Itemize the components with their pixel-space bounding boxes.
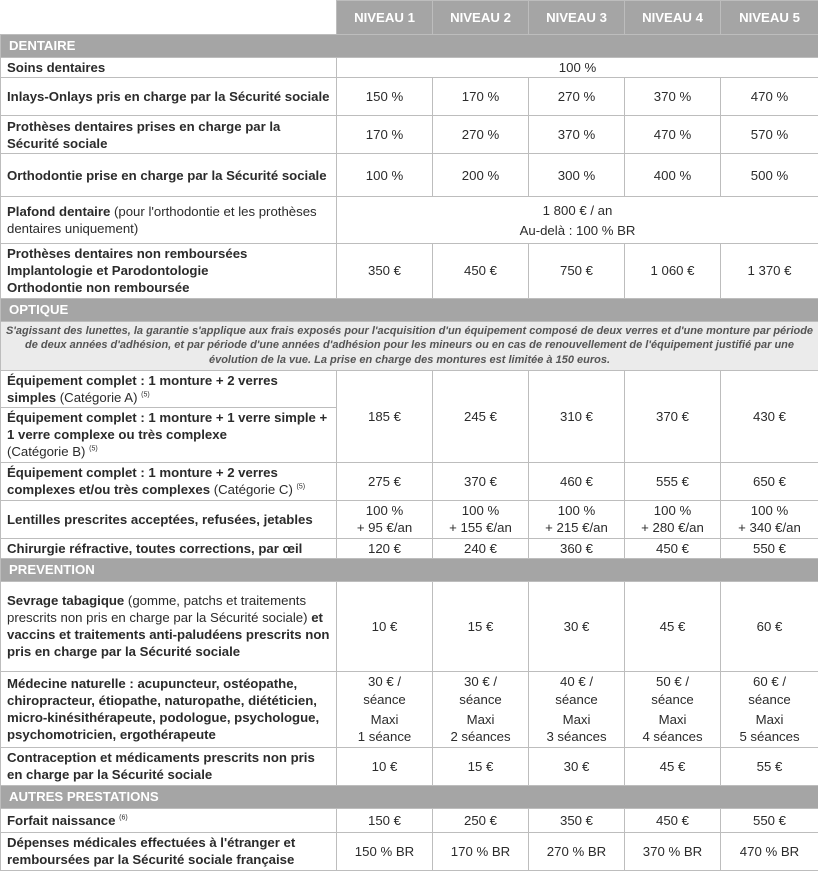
cell-value: 370 % <box>529 116 625 154</box>
label-main: Sevrage tabagique <box>7 592 125 608</box>
section-title: AUTRES PRESTATIONS <box>1 785 818 808</box>
cell-value: 60 € <box>721 581 818 671</box>
label-category: (Catégorie C) <box>210 482 293 498</box>
section-title: PREVENTION <box>1 558 818 581</box>
cell-extra: + 155 €/an <box>449 520 512 536</box>
section-dentaire <box>1 35 818 58</box>
row-orthodontie <box>1 154 818 197</box>
label-line: Orthodontie non remboursée <box>7 280 190 296</box>
cell-value <box>529 671 625 747</box>
label-note: (gomme, patchs et traitements prescrits non pris en charge par la Sécurité sociale) <box>7 592 308 626</box>
rate: 30 € / <box>464 674 497 690</box>
cell-value: 370 € <box>433 462 529 500</box>
cell-value: 10 € <box>337 581 433 671</box>
label-category: (Catégorie A) <box>56 389 138 405</box>
rate: 50 € / <box>656 674 689 690</box>
cell-value: 360 € <box>529 538 625 558</box>
header-blank-cell <box>1 1 337 35</box>
cell-value: 350 € <box>337 244 433 298</box>
label-main: et vaccins et traitements anti-paludéens prescrits non pris en charge par la Sécurité sociale <box>7 610 330 660</box>
row-label: Orthodontie prise en charge par la Sécurité sociale <box>1 154 337 197</box>
row-label <box>1 370 337 407</box>
cell-value: 550 € <box>721 808 818 832</box>
cell-pct: 100 % <box>653 502 692 518</box>
header-row <box>1 1 818 35</box>
row-label: Dépenses médicales effectuées à l'étranger et remboursées par la Sécurité sociale française <box>1 832 337 870</box>
cell-value: 170 % BR <box>433 832 529 870</box>
cell-value: 270 % BR <box>529 832 625 870</box>
cell-extra: + 340 €/an <box>738 520 801 536</box>
cell-value: 555 € <box>625 462 721 500</box>
row-plafond-dentaire <box>1 197 818 244</box>
cell-value: 460 € <box>529 462 625 500</box>
cell-value: 450 € <box>625 538 721 558</box>
row-label: Inlays-Onlays pris en charge par la Sécurité sociale <box>1 78 337 116</box>
cell-value: 370 % BR <box>625 832 721 870</box>
section-optique <box>1 298 818 321</box>
row-label: Chirurgie réfractive, toutes corrections, par œil <box>1 538 337 558</box>
level-3-header: NIVEAU 3 <box>529 1 625 35</box>
row-label: Lentilles prescrites acceptées, refusées, jetables <box>1 500 337 538</box>
cell-value: 45 € <box>625 581 721 671</box>
rate-unit: séance <box>651 691 694 707</box>
cell-value <box>337 500 433 538</box>
cell-value: 1 370 € <box>721 244 818 298</box>
cell-value: 200 % <box>433 154 529 197</box>
rate: 60 € / <box>753 674 786 690</box>
row-label: Prothèses dentaires prises en charge par la Sécurité sociale <box>1 116 337 154</box>
cell-value <box>529 500 625 538</box>
cell-value <box>337 671 433 747</box>
footnote-ref: (5) <box>296 483 306 491</box>
label-main: Équipement complet : 1 monture + 1 verre simple + 1 verre complexe ou très complexe <box>7 410 328 443</box>
cell-value: 275 € <box>337 462 433 500</box>
cell-value: 450 € <box>625 808 721 832</box>
cell-value <box>721 671 818 747</box>
cell-value: 100 % <box>337 154 433 197</box>
cell-value <box>721 500 818 538</box>
maxi-label: Maxi <box>466 711 495 727</box>
label-main: Équipement complet : 1 monture + 2 verres complexes et/ou très complexes <box>7 464 278 498</box>
cell-value: 245 € <box>433 370 529 462</box>
cell-value: 170 % <box>433 78 529 116</box>
cell-pct: 100 % <box>461 502 500 518</box>
limit: 2 séances <box>450 728 511 744</box>
cell-value: 15 € <box>433 747 529 785</box>
row-label: Soins dentaires <box>1 58 337 78</box>
label-line: Prothèses dentaires non remboursées <box>7 246 248 262</box>
row-label: Contraception et médicaments prescrits non pris en charge par la Sécurité sociale <box>1 747 337 785</box>
cell-value <box>625 500 721 538</box>
cell-value: 240 € <box>433 538 529 558</box>
cell-value: 750 € <box>529 244 625 298</box>
limit: 4 séances <box>642 728 703 744</box>
plafond-amount: 1 800 € / an <box>542 202 613 218</box>
cell-value: 350 € <box>529 808 625 832</box>
cell-value: 470 % <box>721 78 818 116</box>
cell-value: 650 € <box>721 462 818 500</box>
footnote-ref: (5) <box>89 446 98 454</box>
cell-value: 10 € <box>337 747 433 785</box>
cell-value: 370 % <box>625 78 721 116</box>
maxi-label: Maxi <box>755 711 784 727</box>
row-lentilles <box>1 500 818 538</box>
maxi-label: Maxi <box>370 711 399 727</box>
cell-value: 150 % <box>337 78 433 116</box>
cell-value: 370 € <box>625 370 721 462</box>
row-equipement-a <box>1 370 818 407</box>
footnote-ref: (6) <box>119 814 128 822</box>
row-inlays-onlays <box>1 78 818 116</box>
label-main: Forfait naissance <box>7 812 116 828</box>
cell-pct: 100 % <box>365 502 404 518</box>
row-contraception <box>1 747 818 785</box>
row-value <box>337 197 818 244</box>
row-label <box>1 581 337 671</box>
cell-value: 1 060 € <box>625 244 721 298</box>
cell-value: 250 € <box>433 808 529 832</box>
maxi-label: Maxi <box>562 711 591 727</box>
row-sevrage-tabagique <box>1 581 818 671</box>
cell-value: 185 € <box>337 370 433 462</box>
row-forfait-naissance <box>1 808 818 832</box>
level-2-header: NIVEAU 2 <box>433 1 529 35</box>
section-title: DENTAIRE <box>1 35 818 58</box>
cell-value: 470 % <box>625 116 721 154</box>
row-label: Médecine naturelle : acupuncteur, ostéopathe, chiropracteur, étiopathe, naturopathe, diététicien, micro-kinésithérapeute, podologue, psychologue, psychomotricien, ergothérapeute <box>1 671 337 747</box>
rate: 30 € / <box>368 674 401 690</box>
optique-note: S'agissant des lunettes, la garantie s'applique aux frais exposés pour l'acquisition d'un équipement composé de deux verres et d'une monture par période de deux années d'adhésion, et par période d'une années d'adhésion pour les mineurs ou en cas de renouvellement de l'équipement justifié par une évolution de la vue. La prise en charge des montures est limitée à 150 euros. <box>1 321 818 370</box>
label-category: (Catégorie B) <box>7 444 86 460</box>
row-equipement-c <box>1 462 818 500</box>
maxi-label: Maxi <box>658 711 687 727</box>
cell-value: 15 € <box>433 581 529 671</box>
cell-value <box>433 500 529 538</box>
cell-value: 500 % <box>721 154 818 197</box>
row-depenses-etranger <box>1 832 818 870</box>
cell-value: 300 % <box>529 154 625 197</box>
level-4-header: NIVEAU 4 <box>625 1 721 35</box>
row-soins-dentaires <box>1 58 818 78</box>
cell-extra: + 280 €/an <box>641 520 704 536</box>
cell-value: 450 € <box>433 244 529 298</box>
label-main: Équipement complet : 1 monture + 2 verres simples <box>7 372 278 405</box>
cell-value: 45 € <box>625 747 721 785</box>
cell-value: 170 % <box>337 116 433 154</box>
cell-pct: 100 % <box>750 502 789 518</box>
cell-extra: + 215 €/an <box>545 520 608 536</box>
row-label <box>1 462 337 500</box>
cell-value: 430 € <box>721 370 818 462</box>
row-label <box>1 808 337 832</box>
row-label <box>1 244 337 298</box>
cell-extra: + 95 €/an <box>356 520 413 536</box>
rate-unit: séance <box>748 691 791 707</box>
level-5-header: NIVEAU 5 <box>721 1 818 35</box>
level-1-header: NIVEAU 1 <box>337 1 433 35</box>
rate-unit: séance <box>363 691 406 707</box>
cell-value: 400 % <box>625 154 721 197</box>
cell-value: 270 % <box>529 78 625 116</box>
limit: 5 séances <box>739 728 800 744</box>
cell-value: 570 % <box>721 116 818 154</box>
cell-value: 150 % BR <box>337 832 433 870</box>
row-protheses-non-remboursees <box>1 244 818 298</box>
rate-unit: séance <box>555 691 598 707</box>
cell-value: 310 € <box>529 370 625 462</box>
cell-value <box>625 671 721 747</box>
label-note: (pour l'orthodontie et les prothèses dentaires uniquement) <box>7 204 317 237</box>
row-protheses-dentaires <box>1 116 818 154</box>
footnote-ref: (5) <box>141 391 150 399</box>
cell-value: 550 € <box>721 538 818 558</box>
row-label <box>1 408 337 462</box>
cell-value: 55 € <box>721 747 818 785</box>
limit: 3 séances <box>546 728 607 744</box>
cell-value: 30 € <box>529 747 625 785</box>
row-chirurgie-refractive <box>1 538 818 558</box>
cell-value: 270 % <box>433 116 529 154</box>
limit: 1 séance <box>357 728 412 744</box>
rate: 40 € / <box>560 674 593 690</box>
cell-value <box>433 671 529 747</box>
plafond-beyond: Au-delà : 100 % BR <box>519 222 636 238</box>
label-main: Plafond dentaire <box>7 204 111 219</box>
row-value: 100 % <box>337 58 818 78</box>
cell-value: 470 % BR <box>721 832 818 870</box>
section-autres-prestations <box>1 785 818 808</box>
optique-note-row <box>1 321 818 370</box>
rate-unit: séance <box>459 691 502 707</box>
cell-pct: 100 % <box>557 502 596 518</box>
row-label <box>1 197 337 244</box>
cell-value: 150 € <box>337 808 433 832</box>
row-medecine-naturelle <box>1 671 818 747</box>
section-title: OPTIQUE <box>1 298 818 321</box>
label-line: Implantologie et Parodontologie <box>7 263 209 279</box>
cell-value: 120 € <box>337 538 433 558</box>
section-prevention <box>1 558 818 581</box>
cell-value: 30 € <box>529 581 625 671</box>
